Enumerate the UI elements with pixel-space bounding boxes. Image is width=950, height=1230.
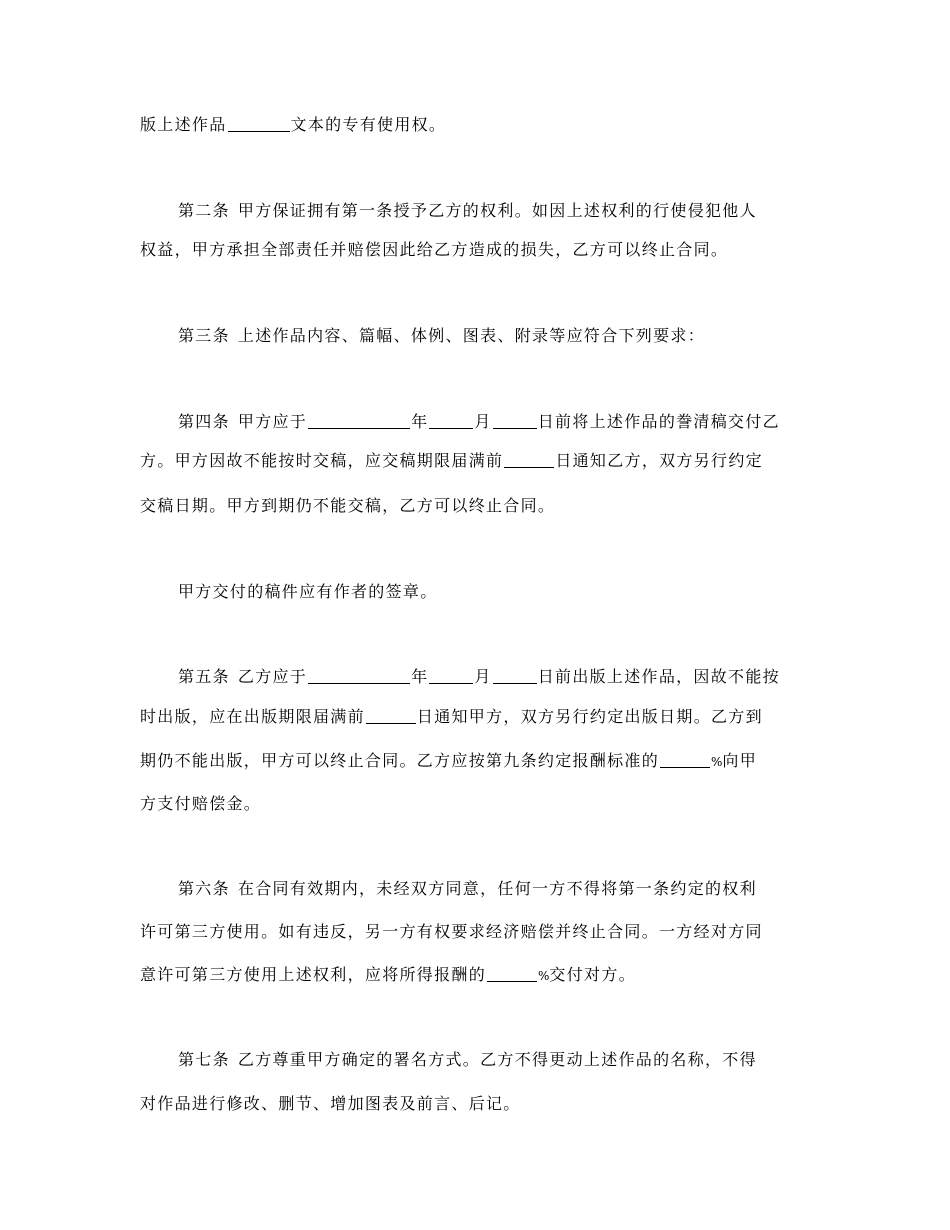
clause4-text-d: 日通知乙方，双方另行约定	[555, 451, 763, 470]
clause7-line1	[178, 1045, 858, 1075]
clause6-line1	[178, 874, 858, 904]
clause1-tail-line	[140, 110, 820, 140]
year-blank	[308, 412, 410, 429]
day-blank	[493, 667, 537, 684]
percent-sign: %	[538, 969, 550, 983]
clause3-label: 第三条	[178, 326, 230, 345]
year-label: 年	[411, 412, 429, 431]
percent-blank	[660, 751, 710, 768]
month-blank	[429, 412, 473, 429]
clause7-label: 第七条	[178, 1050, 230, 1069]
year-blank	[308, 667, 410, 684]
month-label: 月	[474, 667, 492, 686]
clause5-text-d: 日通知甲方，双方另行约定出版日期。乙方到	[416, 707, 763, 726]
clause4-line2	[140, 446, 820, 476]
clause1-text-before: 版上述作品	[140, 115, 227, 134]
clause2-text-line2: 权益，甲方承担全部责任并赔偿因此给乙方造成的损失，乙方可以终止合同。	[140, 240, 729, 259]
clause5-text-a: 乙方应于	[237, 667, 308, 686]
clause6-text-line1: 在合同有效期内，未经双方同意，任何一方不得将第一条约定的权利	[237, 879, 757, 898]
clause7-line2	[140, 1089, 820, 1119]
days-blank	[366, 707, 416, 724]
clause5-text-e: 期仍不能出版，甲方可以终止合同。乙方应按第九条约定报酬标准的	[140, 751, 660, 770]
clause4-note-text: 甲方交付的稿件应有作者的签章。	[178, 582, 438, 601]
clause4-note-line	[178, 577, 858, 607]
percent-sign: %	[711, 755, 723, 769]
clause2-text-line1: 甲方保证拥有第一条授予乙方的权利。如因上述权利的行使侵犯他人	[237, 201, 757, 220]
clause6-text-line2: 许可第三方使用。如有违反，另一方有权要求经济赔偿并终止合同。一方经对方同	[140, 922, 763, 941]
clause3-text-line1: 上述作品内容、篇幅、体例、图表、附录等应符合下列要求：	[237, 326, 706, 345]
clause4-line1	[178, 407, 858, 437]
clause1-text-after: 文本的专有使用权。	[290, 115, 447, 134]
day-blank	[493, 412, 537, 429]
clause5-line1	[178, 662, 858, 692]
clause2-label: 第二条	[178, 201, 230, 220]
clause6-label: 第六条	[178, 879, 230, 898]
clause4-text-line3: 交稿日期。甲方到期仍不能交稿，乙方可以终止合同。	[140, 496, 556, 515]
clause5-text-c: 时出版，应在出版期限届满前	[140, 707, 365, 726]
clause4-text-c: 方。甲方因故不能按时交稿，应交稿期限届满前	[140, 451, 504, 470]
clause5-text-line4: 方支付赔偿金。	[140, 794, 262, 813]
clause7-text-line1: 乙方尊重甲方确定的署名方式。乙方不得更动上述作品的名称，不得	[237, 1050, 757, 1069]
clause2-line1	[178, 196, 858, 226]
percent-blank	[487, 965, 537, 982]
clause5-line2	[140, 702, 820, 732]
year-label: 年	[411, 667, 429, 686]
clause6-line2	[140, 917, 820, 947]
clause4-label: 第四条	[178, 412, 230, 431]
clause4-text-a: 甲方应于	[237, 412, 308, 431]
days-blank	[504, 451, 554, 468]
clause6-text-a: 意许可第三方使用上述权利，应将所得报酬的	[140, 965, 487, 984]
clause5-text-f: 向甲	[722, 751, 758, 770]
clause5-line4	[140, 789, 820, 819]
clause6-text-b: 交付对方。	[549, 965, 636, 984]
fill-blank-underline	[228, 115, 290, 132]
month-blank	[429, 667, 473, 684]
clause7-text-line2: 对作品进行修改、删节、增加图表及前言、后记。	[140, 1094, 521, 1113]
clause3-line1	[178, 321, 858, 351]
clause5-text-b: 日前出版上述作品，因故不能按	[537, 667, 780, 686]
clause6-line3	[140, 960, 820, 990]
clause2-line2	[140, 235, 820, 265]
clause4-text-b: 日前将上述作品的誊清稿交付乙	[537, 412, 780, 431]
month-label: 月	[474, 412, 492, 431]
clause5-label: 第五条	[178, 667, 230, 686]
clause4-line3	[140, 491, 820, 521]
clause5-line3	[140, 746, 820, 776]
